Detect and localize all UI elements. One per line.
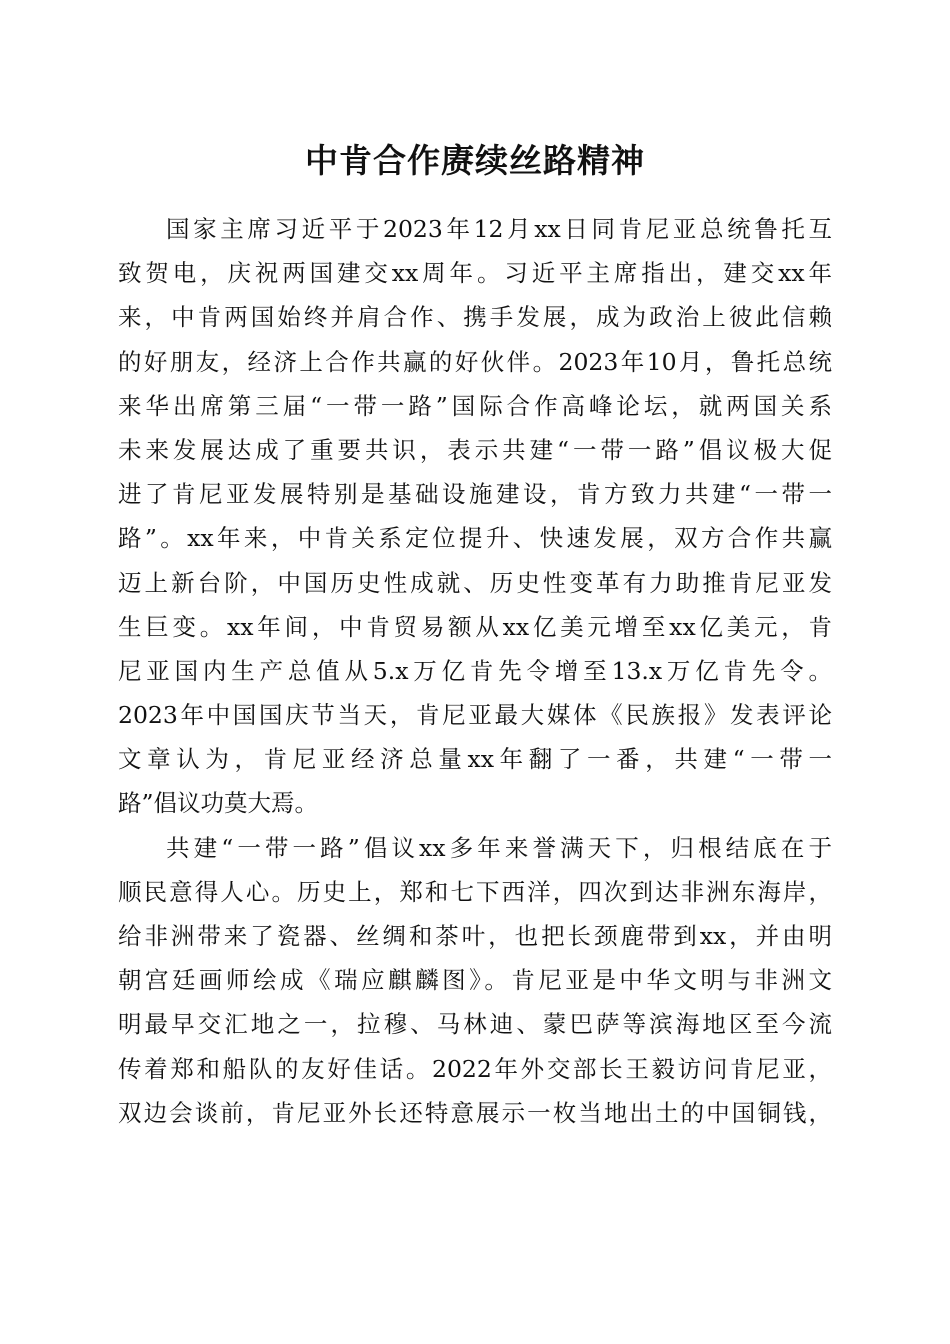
paragraph-line: 国家主席习近平于2023年12月xx日同肯尼亚总统鲁托互: [166, 215, 832, 243]
paragraph-line: 双边会谈前，肯尼亚外长还特意展示一枚当地出土的中国铜钱，: [118, 1098, 832, 1127]
paragraph-line: 顺民意得人心。历史上，郑和七下西洋，四次到达非洲东海岸，: [118, 877, 832, 906]
paragraph-line: 朝宫廷画师绘成《瑞应麒麟图》。肯尼亚是中华文明与非洲文: [118, 966, 832, 995]
paragraph-line: 路”倡议功莫大焉。: [118, 789, 319, 818]
paragraph-line: 来，中肯两国始终并肩合作、携手发展，成为政治上彼此信赖: [118, 303, 832, 332]
paragraph-line: 进了肯尼亚发展特别是基础设施建设，肯方致力共建“一带一: [118, 480, 832, 509]
paragraph-line: 路”。xx年来，中肯关系定位提升、快速发展，双方合作共赢: [118, 524, 832, 553]
paragraph-line: 尼亚国内生产总值从5.x万亿肯先令增至13.x万亿肯先令。: [118, 656, 832, 685]
paragraph-2: [118, 826, 832, 1135]
paragraph-line: 来华出席第三届“一带一路”国际合作高峰论坛，就两国关系: [118, 391, 832, 420]
paragraph-1: [118, 207, 832, 826]
paragraph-line: 文章认为，肯尼亚经济总量xx年翻了一番，共建“一带一: [118, 745, 832, 774]
paragraph-line: 传着郑和船队的友好佳话。2022年外交部长王毅访问肯尼亚，: [118, 1054, 832, 1083]
document-body: [118, 207, 832, 1135]
paragraph-line: 明最早交汇地之一，拉穆、马林迪、蒙巴萨等滨海地区至今流: [118, 1010, 832, 1039]
paragraph-line: 迈上新台阶，中国历史性成就、历史性变革有力助推肯尼亚发: [118, 568, 832, 597]
paragraph-line: 生巨变。xx年间，中肯贸易额从xx亿美元增至xx亿美元，肯: [118, 612, 832, 641]
paragraph-line: 致贺电，庆祝两国建交xx周年。习近平主席指出，建交xx年: [118, 259, 832, 288]
document-title: 中肯合作赓续丝路精神: [305, 141, 645, 180]
paragraph-line: 2023年中国国庆节当天，肯尼亚最大媒体《民族报》发表评论: [118, 701, 832, 730]
paragraph-line: 未来发展达成了重要共识，表示共建“一带一路”倡议极大促: [118, 435, 832, 464]
paragraph-line: 的好朋友，经济上合作共赢的好伙伴。2023年10月，鲁托总统: [118, 347, 832, 376]
paragraph-line: 给非洲带来了瓷器、丝绸和茶叶，也把长颈鹿带到xx，并由明: [118, 922, 832, 950]
paragraph-line: 共建“一带一路”倡议xx多年来誉满天下，归根结底在于: [166, 833, 832, 862]
